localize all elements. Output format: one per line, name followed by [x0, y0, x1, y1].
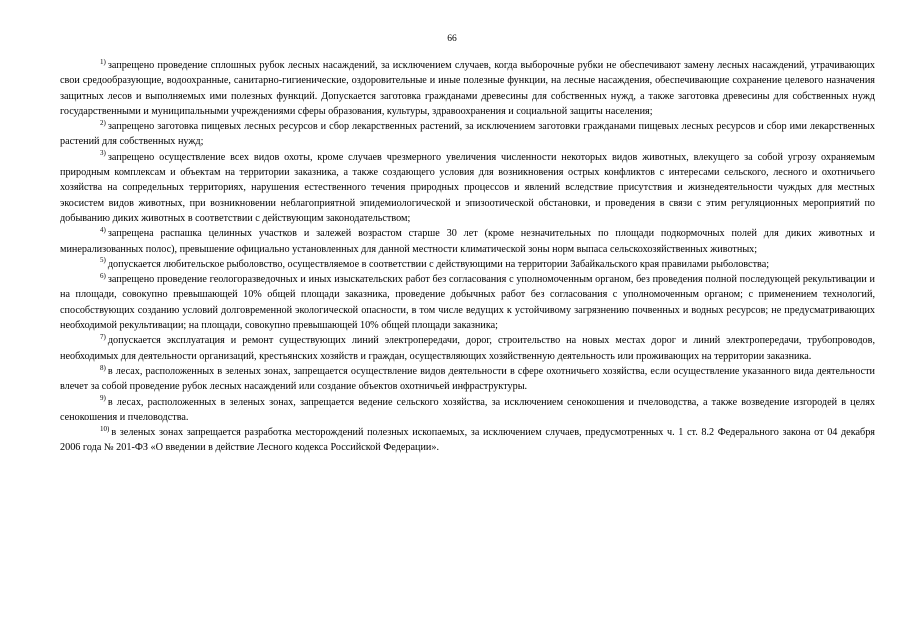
footnote-mark: 5) [100, 256, 106, 265]
footnote-mark: 4) [100, 225, 106, 234]
footnote-mark: 10) [100, 424, 110, 433]
footnote-mark: 7) [100, 332, 106, 341]
footnote-9 [60, 395, 875, 426]
footnote-4 [60, 226, 875, 257]
footnote-1 [60, 58, 875, 119]
footnote-mark: 3) [100, 149, 106, 158]
footnote-text: допускается любительское рыболовство, осуществляемое в соответствии с действующими на территории Забайкальского края правилами рыболовства; [107, 258, 770, 270]
footnote-mark: 9) [100, 394, 106, 403]
footnote-text: запрещено заготовка пищевых лесных ресурсов и сбор лекарственных растений, за исключением заготовки гражданами пищевых лесных ресурсов и сбор ими лекарственных растений для собственных нужд; [60, 121, 875, 148]
footnote-text: в лесах, расположенных в зеленых зонах, запрещается ведение сельского хозяйства, за исключением сенокошения и пчеловодства, а также возведение изгородей в целях сенокошения и пчеловодства. [60, 396, 875, 423]
footnote-5 [60, 257, 875, 272]
footnote-10 [60, 425, 875, 456]
footnote-3 [60, 150, 875, 226]
footnote-text: запрещено проведение геологоразведочных и иных изыскательских работ без согласования с уполномоченным органом, без проведения полной последующей рекультивации и на площади, совокупно превышающей 10% общей площади заказника, проведение добычных работ без согласования с уполномоченным органом; с применением технологий, способствующих созданию условий долговременной экологической опасности, в том числе ведущих к устойчивому загрязнению почвенных и водных ресурсов; не предусматривающих необходимой рекультивации; на площади, совокупно превышающей 10% общей площади заказника; [60, 274, 875, 332]
footnotes [60, 58, 875, 456]
footnote-7 [60, 333, 875, 364]
page-number: 66 [447, 34, 457, 44]
footnote-text: в зеленых зонах запрещается разработка месторождений полезных ископаемых, за исключением случаев, предусмотренных ч. 1 ст. 8.2 Федерального закона от 04 декабря 2006 года № 201-ФЗ «О введении в действие Лесного кодекса Российской Федерации». [60, 427, 875, 454]
footnote-text: в лесах, расположенных в зеленых зонах, запрещается осуществление видов деятельности в сфере охотничьего хозяйства, если осуществление указанного вида деятельности влечет за собой проведение рубок лесных насаждений или создание объектов охотничьей инфраструктуры. [60, 365, 875, 393]
footnote-text: запрещена распашка целинных участков и залежей возрастом старше 30 лет (кроме незначительных по площади подкормочных полей для диких животных и минерализованных полос), превышение официально установленных для данной местности климатической зоны норм выпаса сельскохозяйственных животных; [60, 228, 875, 255]
footnote-text: допускается эксплуатация и ремонт существующих линий электропередачи, дорог, строительство на новых местах дорог и линий электропередачи, трубопроводов, необходимых для деятельности организаций, крестьянских хозяйств и граждан, осуществляющих хозяйственную деятельность или проживающих на территории заказника. [60, 335, 875, 362]
footnote-6 [60, 272, 875, 333]
footnote-8 [60, 364, 875, 395]
footnote-text: запрещено проведение сплошных рубок лесных насаждений, за исключением случаев, когда выборочные рубки не обеспечивают замену лесных насаждений, утрачивающих свои средообразующие, водоохранные, санитарно-гигиенические, оздоровительные и иные полезные функции, на лесные насаждения, обеспечивающие сохранение целевого назначения защитных лесов и выполняемых ими полезных функций. Допускается заготовка гражданами древесины для собственных нужд, а также заготовка древесины для собственных нужд государственными и муниципальными учреждениями сферы образования, культуры, здравоохранения и социальной защиты населения; [60, 60, 875, 117]
footnote-mark: 6) [100, 271, 106, 280]
footnote-mark: 8) [100, 363, 106, 372]
footnote-2 [60, 119, 875, 150]
footnote-mark: 1) [100, 57, 106, 66]
footnote-text: запрещено осуществление всех видов охоты, кроме случаев чрезмерного увеличения численности некоторых видов животных, влекущего за собой угрозу охраняемым природным комплексам и объектам на территории заказника, а также создающего условия для возникновения острых конфликтов с интересами сельского, лесного и охотничьего хозяйства на сопредельных территориях, нарушения естественного течения природных процессов и явлений вследствие присутствия и жизнедеятельности чуждых для местных экосистем видов животных, при возникновении неблагоприятной эпидемиологической и эпизоотической обстановки, и проведения в связи с этим регуляционных мероприятий по добыванию диких животных в соответствии с действующим законодательством; [60, 151, 875, 224]
footnote-mark: 2) [100, 118, 106, 127]
